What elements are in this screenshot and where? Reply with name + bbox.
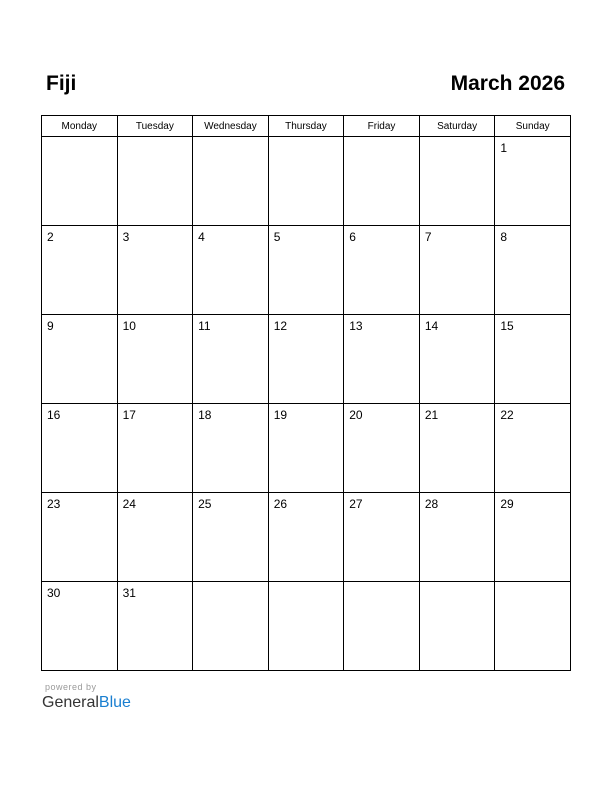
day-number: 18 (198, 408, 212, 422)
day-cell (419, 137, 495, 226)
day-number: 19 (273, 408, 288, 422)
day-cell (495, 315, 571, 404)
day-cell (495, 226, 571, 315)
day-number: 17 (122, 408, 136, 422)
day-number (420, 137, 495, 141)
day-number (193, 137, 268, 141)
day-cell (344, 137, 420, 226)
day-number: 20 (349, 408, 363, 422)
day-cell (193, 404, 269, 493)
day-cell (419, 226, 495, 315)
week-row (42, 137, 571, 226)
week-row (42, 226, 571, 315)
day-cell (268, 582, 344, 671)
day-cell (344, 582, 420, 671)
day-number: 2 (47, 230, 54, 244)
day-number: 7 (424, 230, 432, 244)
day-number: 12 (273, 319, 288, 333)
weekday-thursday: Thursday (268, 116, 344, 137)
day-cell (117, 582, 193, 671)
day-number: 24 (122, 497, 136, 511)
day-number: 30 (47, 586, 61, 600)
day-number: 29 (500, 497, 514, 511)
day-cell (117, 493, 193, 582)
day-number: 27 (349, 497, 363, 511)
day-number: 8 (500, 230, 508, 244)
day-cell (268, 493, 344, 582)
day-cell (193, 493, 269, 582)
day-number: 15 (500, 319, 514, 333)
day-number: 26 (273, 497, 288, 511)
day-number: 28 (424, 497, 439, 511)
day-cell (419, 404, 495, 493)
day-number (344, 137, 419, 141)
day-number: 4 (198, 230, 205, 244)
day-number: 1 (500, 141, 508, 155)
day-number (495, 582, 570, 586)
day-cell (419, 493, 495, 582)
day-number: 9 (47, 319, 54, 333)
day-number: 13 (349, 319, 363, 333)
week-row (42, 582, 571, 671)
powered-by-label: powered by (45, 682, 97, 692)
day-cell (268, 404, 344, 493)
day-cell (495, 582, 571, 671)
day-number (193, 582, 268, 586)
day-number: 21 (424, 408, 439, 422)
brand-general-text: General (42, 694, 99, 711)
day-cell (193, 315, 269, 404)
day-number (344, 582, 419, 586)
day-cell (495, 137, 571, 226)
brand-blue-text: Blue (98, 694, 131, 711)
day-cell (495, 404, 571, 493)
day-number: 3 (122, 230, 130, 244)
day-number (420, 582, 495, 586)
day-cell (268, 315, 344, 404)
day-cell (268, 226, 344, 315)
day-cell (193, 582, 269, 671)
day-cell (117, 226, 193, 315)
weekday-tuesday: Tuesday (117, 116, 193, 137)
weekday-friday: Friday (344, 116, 420, 137)
generalblue-logo[interactable] (42, 694, 131, 712)
week-row (42, 404, 571, 493)
week-row (42, 315, 571, 404)
day-cell (419, 582, 495, 671)
day-number (42, 137, 117, 141)
day-cell (117, 137, 193, 226)
weekday-monday: Monday (42, 116, 118, 137)
day-cell (117, 404, 193, 493)
day-number: 5 (273, 230, 281, 244)
day-number: 25 (198, 497, 212, 511)
day-cell (42, 404, 118, 493)
day-number: 10 (122, 319, 136, 333)
day-cell (42, 137, 118, 226)
day-cell (42, 226, 118, 315)
day-number (118, 137, 193, 141)
day-cell (268, 137, 344, 226)
day-cell (193, 137, 269, 226)
day-cell (42, 493, 118, 582)
day-number: 16 (47, 408, 61, 422)
weekday-saturday: Saturday (419, 116, 495, 137)
day-number: 22 (500, 408, 514, 422)
day-number: 23 (47, 497, 61, 511)
day-cell (42, 582, 118, 671)
calendar-grid (41, 115, 571, 671)
day-number: 14 (424, 319, 439, 333)
day-cell (117, 315, 193, 404)
day-number: 31 (122, 586, 136, 600)
day-cell (419, 315, 495, 404)
day-cell (344, 315, 420, 404)
day-cell (344, 493, 420, 582)
day-number: 11 (198, 319, 211, 333)
weekday-wednesday: Wednesday (193, 116, 269, 137)
day-cell (42, 315, 118, 404)
day-number (269, 137, 344, 141)
day-cell (344, 226, 420, 315)
day-number: 6 (349, 230, 356, 244)
day-cell (495, 493, 571, 582)
day-cell (344, 404, 420, 493)
day-cell (193, 226, 269, 315)
day-number (269, 582, 344, 586)
weekday-sunday: Sunday (495, 116, 571, 137)
week-row (42, 493, 571, 582)
month-title: March 2026 (450, 72, 565, 95)
country-title: Fiji (46, 72, 77, 95)
weekday-header-row (42, 116, 571, 137)
